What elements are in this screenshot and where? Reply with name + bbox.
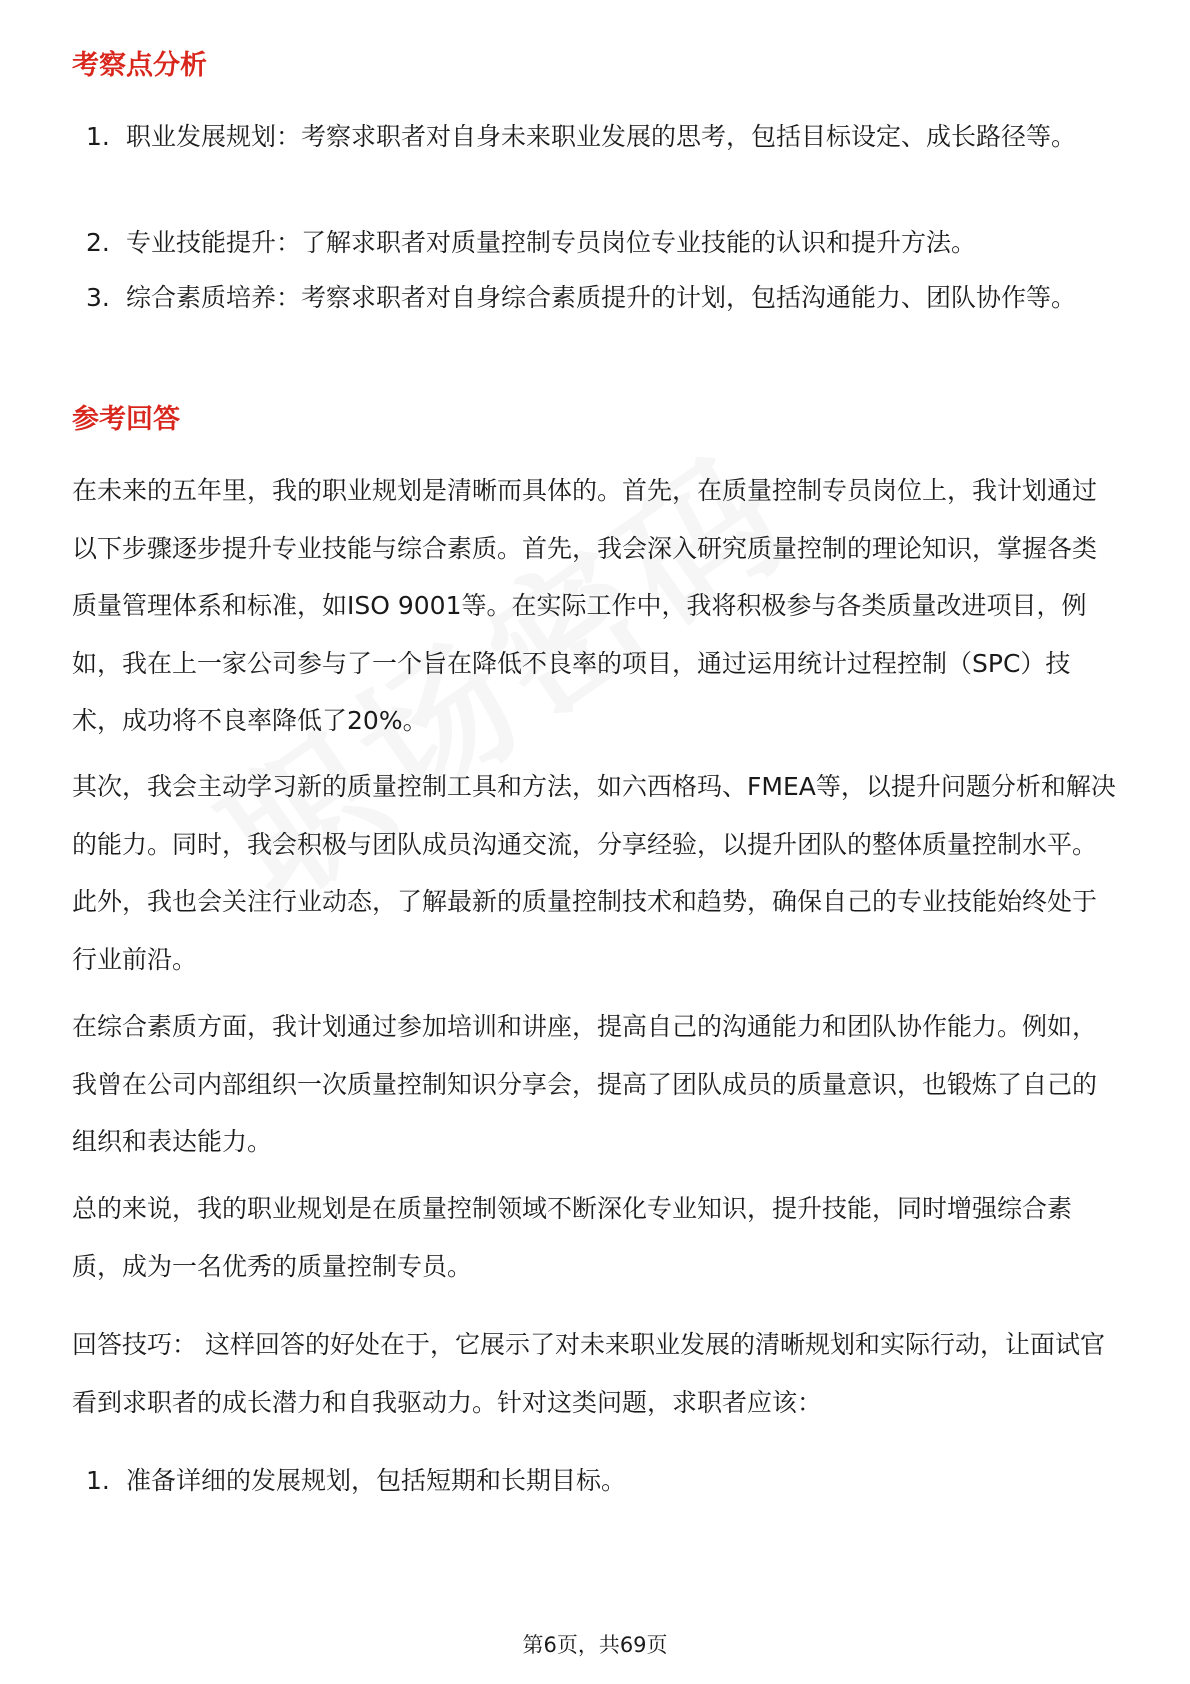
answer-paragraph-4: 总的来说，我的职业规划是在质量控制领域不断深化专业知识，提升技能，同时增强综合素质，成为一名优秀的质量控制专员。 (72, 1194, 1073, 1281)
list-text: 准备详细的发展规划，包括短期和长期目标。 (126, 1466, 627, 1495)
answer-title: 参考回答 (72, 404, 180, 435)
analysis-item-3 (80, 269, 1120, 326)
answer-tips-paragraph: 回答技巧： 这样回答的好处在于，它展示了对未来职业发展的清晰规划和实际行动，让面试官看到求职者的成长潜力和自我驱动力。针对这类问题，求职者应该： (72, 1330, 1105, 1417)
answer-paragraph-3: 在综合素质方面，我计划通过参加培训和讲座，提高自己的沟通能力和团队协作能力。例如，我曾在公司内部组织一次质量控制知识分享会，提高了团队成员的质量意识，也锻炼了自己的组织和表达能力。 (72, 1012, 1098, 1156)
analysis-item-2 (80, 214, 1120, 271)
analysis-title: 考察点分析 (72, 50, 207, 81)
answer-paragraph-1: 在未来的五年里，我的职业规划是清晰而具体的。首先，在质量控制专员岗位上，我计划通过以下步骤逐步提升专业技能与综合素质。首先，我会深入研究质量控制的理论知识，掌握各类质量管理体系和标准，如ISO 9001等。在实际工作中，我将积极参与各类质量改进项目，例如，我在上一家公司参与了一个旨在降低不良率的项目，通过运用统计过程控制（SPC）技术，成功将不良率降低了20%。 (72, 476, 1098, 735)
tip-item-1 (80, 1452, 1120, 1509)
analysis-item-1 (80, 108, 1120, 165)
list-number: 2. (86, 228, 110, 257)
list-number: 1. (86, 122, 110, 151)
list-text: 综合素质培养：考察求职者对自身综合素质提升的计划，包括沟通能力、团队协作等。 (126, 283, 1077, 312)
list-text: 专业技能提升：了解求职者对质量控制专员岗位专业技能的认识和提升方法。 (126, 228, 977, 257)
answer-paragraph-2: 其次，我会主动学习新的质量控制工具和方法，如六西格玛、FMEA等，以提升问题分析和解决的能力。同时，我会积极与团队成员沟通交流，分享经验，以提升团队的整体质量控制水平。此外，我也会关注行业动态，了解最新的质量控制技术和趋势，确保自己的专业技能始终处于行业前沿。 (72, 772, 1116, 974)
list-number: 3. (86, 283, 110, 312)
page-footer: 第6页，共69页 (522, 1633, 668, 1657)
list-number: 1. (86, 1466, 110, 1495)
list-text: 职业发展规划：考察求职者对自身未来职业发展的思考，包括目标设定、成长路径等。 (126, 122, 1077, 151)
